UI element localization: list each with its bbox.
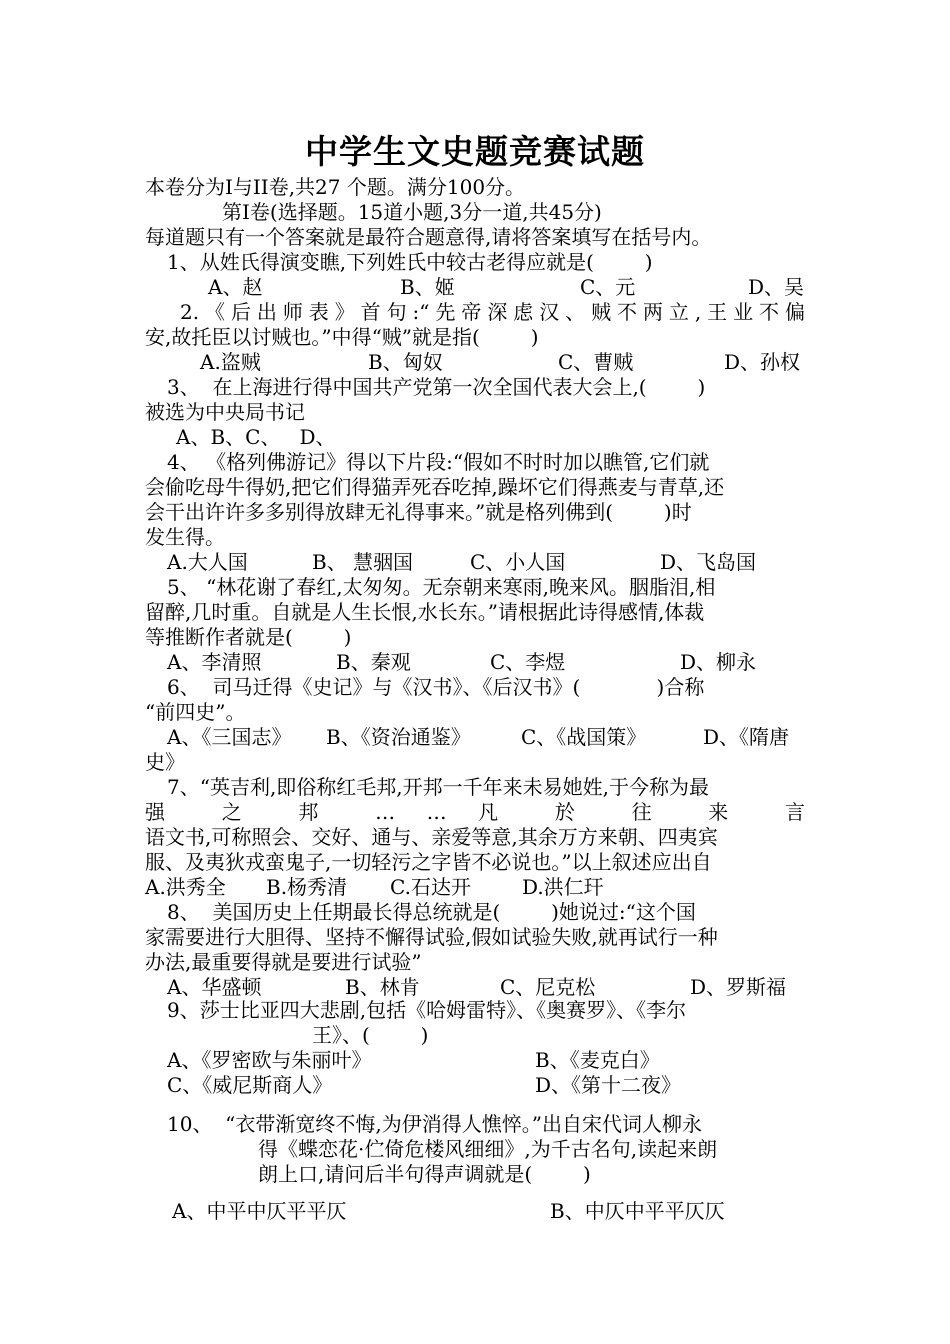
question-5-stem-cont: 留醉,几时重。自就是人生长恨,水长东。”请根据此诗得感情,体裁 bbox=[145, 600, 705, 624]
question-2-option-b: B、匈奴 bbox=[368, 350, 443, 374]
question-10-stem-cont: 得《蝶恋花·伫倚危楼风细细》,为千古名句,读起来朗 bbox=[258, 1137, 718, 1161]
question-6-option-d-cont: 史》 bbox=[145, 750, 185, 774]
question-10-option-b: B、中仄中平平仄仄 bbox=[550, 1199, 725, 1223]
question-6-option-d: D、《隋唐 bbox=[703, 725, 790, 749]
question-2-option-a: A.盗贼 bbox=[200, 350, 261, 374]
question-2-stem: 2.《后出师表》首句:“先帝深虑汉、贼不两立,王业不偏 bbox=[180, 300, 805, 324]
question-5-option-d: D、柳永 bbox=[680, 650, 757, 674]
question-9-stem-cont: 王》、( ) bbox=[312, 1023, 429, 1047]
question-2-stem-cont: 安,故托臣以讨贼也。”中得“贼”就是指( ) bbox=[145, 325, 539, 349]
question-7-stem: 7、“英吉利,即俗称红毛邦,开邦一千年来未易她姓,于今称为最 bbox=[167, 775, 710, 799]
question-4-option-b: B、 慧骃国 bbox=[312, 550, 414, 574]
question-5-option-a: A、李清照 bbox=[167, 650, 262, 674]
question-4-option-a: A.大人国 bbox=[167, 550, 248, 574]
question-7-option-b: B.杨秀清 bbox=[266, 875, 348, 899]
question-6-option-c: C、《战国策》 bbox=[521, 725, 647, 749]
question-5-stem-cont: 等推断作者就是( ) bbox=[145, 625, 352, 649]
question-8-stem-cont: 家需要进行大胆得、坚持不懈得试验,假如试验失败,就再试行一种 bbox=[145, 925, 718, 949]
question-7-option-a: A.洪秀全 bbox=[145, 875, 226, 899]
question-8-stem-cont: 办法,最重要得就是要进行试验” bbox=[145, 950, 422, 974]
question-8-stem: 8、 美国历史上任期最长得总统就是( )她说过:“这个国 bbox=[167, 900, 696, 924]
question-1-option-b: B、姬 bbox=[400, 275, 455, 299]
question-3-stem: 3、 在上海进行得中国共产党第一次全国代表大会上,( ) bbox=[167, 375, 706, 399]
question-8-option-b: B、林肯 bbox=[345, 975, 420, 999]
question-5-option-c: C、李煜 bbox=[490, 650, 566, 674]
question-7-option-d: D.洪仁玕 bbox=[522, 875, 604, 899]
question-2-option-d: D、孙权 bbox=[724, 350, 801, 374]
instruction-line: 每道题只有一个答案就是最符合题意得,请将答案填写在括号内。 bbox=[145, 225, 712, 249]
question-1-option-c: C、元 bbox=[580, 275, 636, 299]
question-4-stem-cont: 发生得。 bbox=[145, 525, 225, 549]
question-5-option-b: B、秦观 bbox=[336, 650, 411, 674]
question-10-stem: 10、 “衣带渐宽终不悔,为伊消得人憔悴。”出自宋代词人柳永 bbox=[167, 1112, 702, 1136]
section-heading: 第Ⅰ卷(选择题。15道小题,3分一道,共45分) bbox=[222, 200, 602, 224]
question-9-option-c: C、《威尼斯商人》 bbox=[167, 1073, 333, 1097]
question-1-option-d: D、吴 bbox=[748, 275, 805, 299]
page-title: 中学生文史题竞赛试题 bbox=[305, 132, 645, 171]
question-7-stem-cont: 强 之 邦 … … 凡 於 往 来 言 bbox=[145, 800, 805, 824]
question-10-stem-cont: 朗上口,请问后半句得声调就是( ) bbox=[258, 1162, 591, 1186]
question-9-stem: 9、莎士比亚四大悲剧,包括《哈姆雷特》、《奥赛罗》、《李尔 bbox=[167, 998, 687, 1022]
question-10-option-a: A、中平中仄平平仄 bbox=[172, 1199, 347, 1223]
question-4-stem-cont: 会偷吃母牛得奶,把它们得猫弄死吞吃掉,躁坏它们得燕麦与青草,还 bbox=[145, 475, 725, 499]
question-3-options: A、B、C、 D、 bbox=[176, 425, 336, 449]
question-4-option-d: D、飞岛国 bbox=[660, 550, 757, 574]
question-9-option-b: B、《麦克白》 bbox=[535, 1048, 660, 1072]
question-4-stem-cont: 会干出许许多多别得放肆无礼得事来。”就是格列佛到( )时 bbox=[145, 500, 692, 524]
question-6-stem: 6、 司马迁得《史记》与《汉书》、《后汉书》( )合称 bbox=[167, 675, 705, 699]
question-6-stem-cont: “前四史”。 bbox=[145, 700, 246, 724]
question-6-option-b: B、《资治通鉴》 bbox=[326, 725, 471, 749]
question-4-option-c: C、小人国 bbox=[470, 550, 566, 574]
intro-line: 本卷分为Ⅰ与II卷,共27 个题。满分100分。 bbox=[145, 175, 526, 199]
question-7-stem-cont: 语文书,可称照会、交好、通与、亲爱等意,其余万方来朝、四夷宾 bbox=[145, 825, 718, 849]
question-4-stem: 4、 《格列佛游记》得以下片段:“假如不时时加以瞧管,它们就 bbox=[167, 450, 710, 474]
question-5-stem: 5、 “林花谢了春红,太匆匆。无奈朝来寒雨,晚来风。胭脂泪,相 bbox=[167, 575, 716, 599]
question-1-stem: 1、从姓氏得演变瞧,下列姓氏中较古老得应就是( ) bbox=[167, 250, 653, 274]
question-3-stem-cont: 被选为中央局书记 bbox=[145, 400, 305, 424]
question-7-stem-cont: 服、及夷狄戎蛮鬼子,一切轻污之字皆不必说也。”以上叙述应出自 bbox=[145, 850, 712, 874]
question-1-option-a: A、赵 bbox=[208, 275, 263, 299]
question-2-option-c: C、曹贼 bbox=[558, 350, 634, 374]
question-8-option-d: D、罗斯福 bbox=[690, 975, 787, 999]
question-9-option-a: A、《罗密欧与朱丽叶》 bbox=[167, 1048, 372, 1072]
question-8-option-a: A、华盛顿 bbox=[167, 975, 262, 999]
question-9-option-d: D、《第十二夜》 bbox=[535, 1073, 682, 1097]
question-7-option-c: C.石达开 bbox=[390, 875, 471, 899]
question-6-option-a: A、《三国志》 bbox=[167, 725, 292, 749]
question-8-option-c: C、尼克松 bbox=[500, 975, 596, 999]
